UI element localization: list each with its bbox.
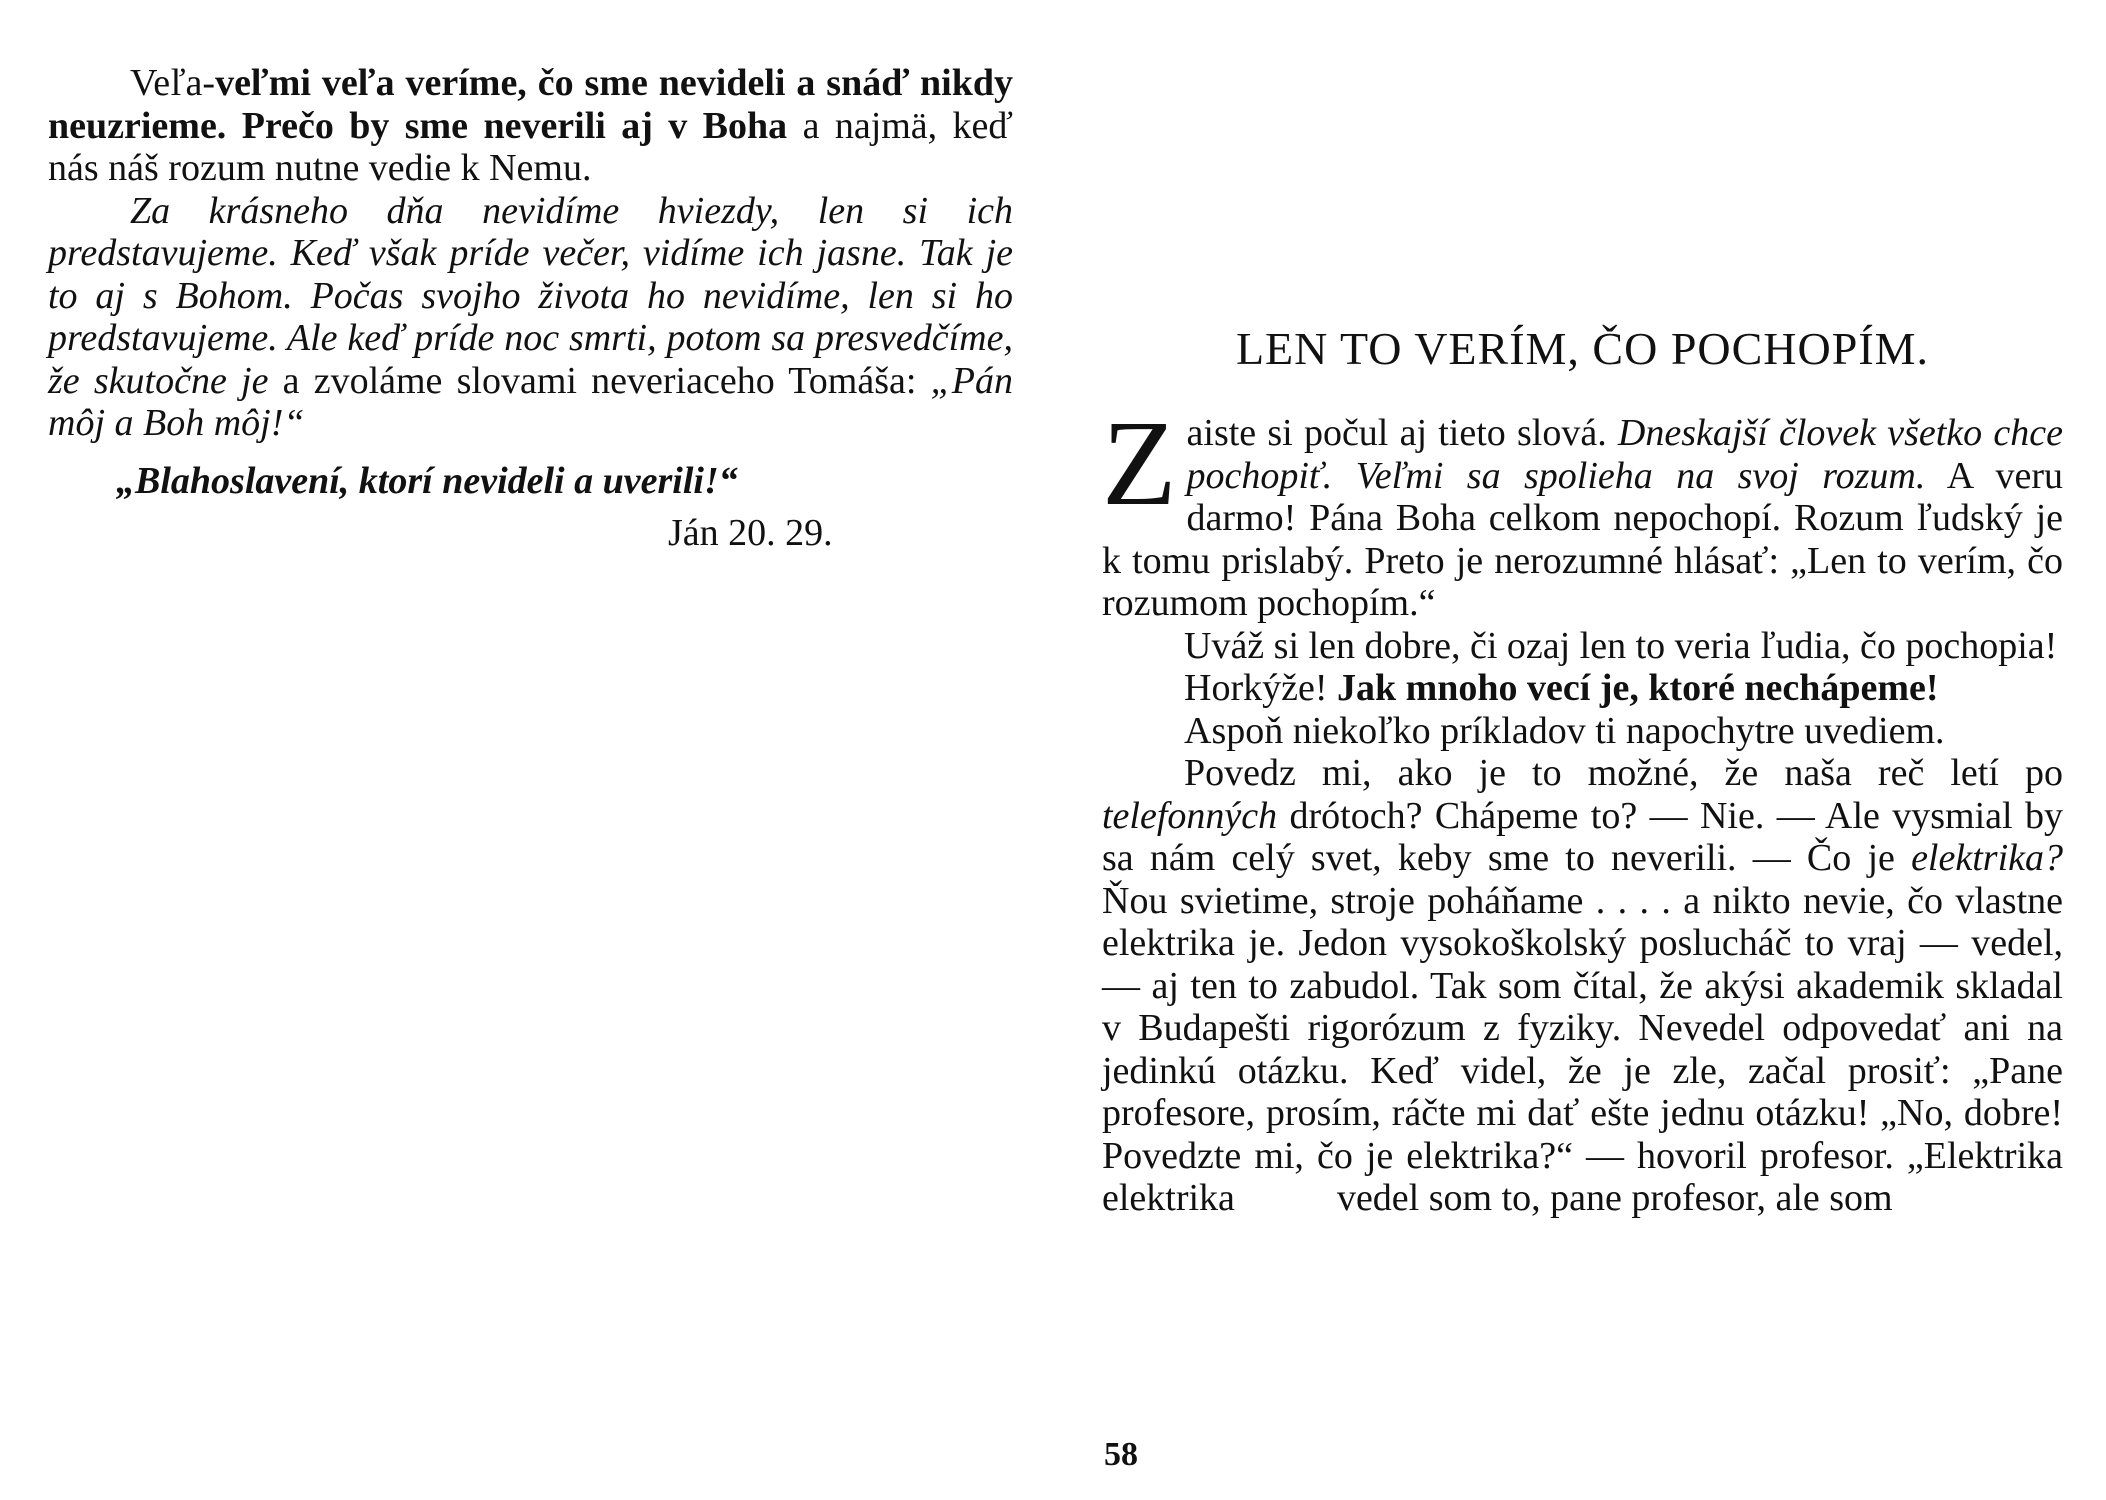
right-paragraph-3 (1102, 667, 2063, 710)
page-number: 58 (1104, 1436, 1138, 1473)
right-paragraph-1 (1102, 396, 2063, 625)
text-run: Povedz mi, ako je to možné, že naša reč letí po (1184, 752, 2063, 794)
right-page-body (1102, 396, 2063, 1220)
left-page (48, 62, 1013, 555)
text-run: Veľa- (130, 62, 216, 104)
right-paragraph-2: Uváž si len dobre, či ozaj len to veria ľudia, čo pochopia! (1184, 624, 2058, 667)
text-run: drótoch? Chápeme to? — Nie. — Ale vysmial by sa nám celý svet, keby sme to neverili. — Čo je (1102, 794, 2063, 879)
italic-text-run: „Pán môj a Boh môj!“ (48, 359, 1013, 444)
text-run: Ňou svietime, stroje poháňame . . . . a nikto nevie, čo vlastne elektrika je. Jedon vysokoškolský poslucháč to vraj — vedel, — aj ten to zabudol. Tak som čítal, že akýsi akademik skladal v Budapešti rigorózum z fyziky. Nevedel odpovedať ani na jedinkú otázku. Keď videl, že je zle, začal prosiť: „Pane profesore, prosím, ráčte mi dať ešte jednu otázku! „No, dobre! Povedzte mi, čo je elektrika?“ — hovoril profesor. „Elektrika elektrika (1102, 879, 2063, 1219)
italic-text-run: Dneskajší človek všetko chce pochopiť. Veľmi sa spolieha na svoj rozum. (1186, 412, 2063, 497)
italic-text-run: elektrika? (1911, 837, 2063, 879)
bible-reference: Ján 20. 29. (668, 511, 833, 554)
text-run: vedel som to, pane profesor, ale som (1336, 1177, 1893, 1219)
right-paragraph-5 (1102, 752, 2063, 1220)
text-run: a najmä, keď nás náš rozum nutne vedie k Nemu. (48, 104, 1013, 189)
bold-text-run: veľmi veľa veríme, čo sme nevideli a snáď nikdy neuzrieme. Prečo by sme neverili aj v Boha (48, 62, 1013, 147)
italic-text-run: Za krásneho dňa nevidíme hviezdy, len si ich predstavujeme. Keď však príde večer, vidíme ich jasne. Tak je to aj s Bohom. Počas svojho života ho nevidíme, len si ho predstavujeme. Ale keď príde noc smrti, potom sa presvedčíme, že skutočne je (48, 189, 1013, 402)
text-run: A veru darmo! Pána Boha celkom nepochopí. Rozum ľudský je k tomu prislabý. Preto je nerozumné hlásať: „Len to verím, čo rozumom pochopím.“ (1102, 454, 2063, 624)
text-run: a zvoláme slovami neveriaceho Tomáša: (268, 359, 931, 402)
bible-quote: „Blahoslavení, ktorí nevideli a uverili!“ (116, 459, 738, 502)
text-run: Horkýže! (1184, 667, 1337, 709)
text-run: aiste si počul aj tieto slová. (1186, 412, 1618, 454)
left-paragraph-2 (48, 190, 1013, 445)
right-paragraph-4: Aspoň niekoľko príkladov ti napochytre uvediem. (1184, 709, 1945, 752)
drop-cap: Z (1102, 396, 1177, 531)
italic-text-run: telefonných (1102, 794, 1278, 837)
left-paragraph-1 (48, 62, 1013, 190)
chapter-title: LEN TO VERÍM, ČO POCHOPÍM. (1235, 323, 1930, 374)
bold-text-run: Jak mnoho vecí je, ktoré nechápeme! (1336, 667, 1939, 709)
